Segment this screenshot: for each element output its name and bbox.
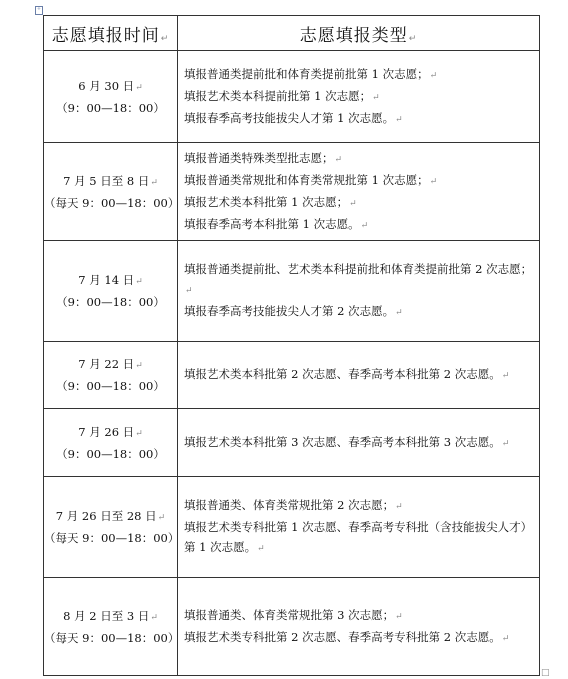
table-header-row bbox=[44, 16, 540, 51]
type-cell bbox=[178, 477, 540, 578]
time-cell bbox=[44, 477, 178, 578]
time-cell bbox=[44, 143, 178, 241]
type-cell bbox=[178, 578, 540, 676]
table-row bbox=[44, 143, 540, 241]
type-line: 填报艺术类本科批第 2 次志愿、春季高考本科批第 2 次志愿。↵ bbox=[184, 367, 510, 381]
date-text: 7 月 26 日至 28 日↵ bbox=[55, 509, 166, 523]
type-cell bbox=[178, 51, 540, 143]
type-line: 填报艺术类专科批第 1 次志愿、春季高考专科批（含技能拔尖人才）第 1 次志愿。↵ bbox=[184, 520, 533, 554]
table-row bbox=[44, 578, 540, 676]
date-text: 6 月 30 日↵ bbox=[78, 78, 143, 93]
schedule-table bbox=[43, 15, 540, 676]
header-time: 志愿填报时间↵ bbox=[44, 16, 178, 51]
hours-text: （9：00—18：00） bbox=[56, 379, 165, 393]
table-row bbox=[44, 409, 540, 477]
date-text: 7 月 26 日↵ bbox=[78, 424, 143, 439]
date-text: 8 月 2 日至 3 日↵ bbox=[63, 608, 158, 623]
table-anchor-icon: + bbox=[35, 6, 43, 15]
type-line: 填报艺术类本科批第 1 次志愿；↵ bbox=[184, 194, 357, 209]
time-cell bbox=[44, 578, 178, 676]
schedule-table-container bbox=[43, 15, 539, 676]
header-type: 志愿填报类型↵ bbox=[178, 16, 540, 51]
time-cell bbox=[44, 409, 178, 477]
type-line: 填报艺术类专科批第 2 次志愿、春季高考专科批第 2 次志愿。↵ bbox=[184, 629, 510, 644]
time-cell bbox=[44, 342, 178, 409]
type-line: 填报春季高考技能拔尖人才第 1 次志愿。↵ bbox=[184, 110, 403, 125]
time-cell bbox=[44, 241, 178, 342]
table-row bbox=[44, 342, 540, 409]
type-line: 填报春季高考本科批第 1 次志愿。↵ bbox=[184, 216, 369, 231]
type-cell bbox=[178, 143, 540, 241]
type-line: 填报艺术类本科提前批第 1 次志愿；↵ bbox=[184, 88, 380, 103]
type-line: 填报普通类常规批和体育类常规批第 1 次志愿；↵ bbox=[184, 172, 438, 187]
date-text: 7 月 14 日↵ bbox=[78, 273, 143, 287]
type-line: 填报春季高考技能拔尖人才第 2 次志愿。↵ bbox=[184, 304, 403, 318]
type-line: 填报普通类特殊类型批志愿；↵ bbox=[184, 150, 343, 165]
type-line: 填报普通类提前批、艺术类本科提前批和体育类提前批第 2 次志愿；↵ bbox=[184, 262, 533, 296]
date-text: 7 月 5 日至 8 日↵ bbox=[63, 173, 158, 188]
type-line: 填报艺术类本科批第 3 次志愿、春季高考本科批第 3 次志愿。↵ bbox=[184, 434, 510, 449]
hours-text: （每天 9：00—18：00） bbox=[44, 630, 180, 645]
end-of-table-mark: □ bbox=[541, 668, 550, 678]
hours-text: （每天 9：00—18：00） bbox=[44, 195, 180, 210]
type-line: 填报普通类提前批和体育类提前批第 1 次志愿；↵ bbox=[184, 66, 438, 81]
date-text: 7 月 22 日↵ bbox=[78, 357, 143, 371]
type-line: 填报普通类、体育类常规批第 3 次志愿；↵ bbox=[184, 607, 403, 622]
time-cell bbox=[44, 51, 178, 143]
type-line: 填报普通类、体育类常规批第 2 次志愿；↵ bbox=[184, 498, 403, 512]
type-cell bbox=[178, 409, 540, 477]
hours-text: （每天 9：00—18：00） bbox=[44, 531, 180, 545]
type-cell bbox=[178, 241, 540, 342]
table-row bbox=[44, 51, 540, 143]
table-row bbox=[44, 241, 540, 342]
hours-text: （9：00—18：00） bbox=[56, 295, 165, 309]
table-row bbox=[44, 477, 540, 578]
type-cell bbox=[178, 342, 540, 409]
hours-text: （9：00—18：00） bbox=[56, 446, 165, 461]
hours-text: （9：00—18：00） bbox=[56, 100, 165, 115]
